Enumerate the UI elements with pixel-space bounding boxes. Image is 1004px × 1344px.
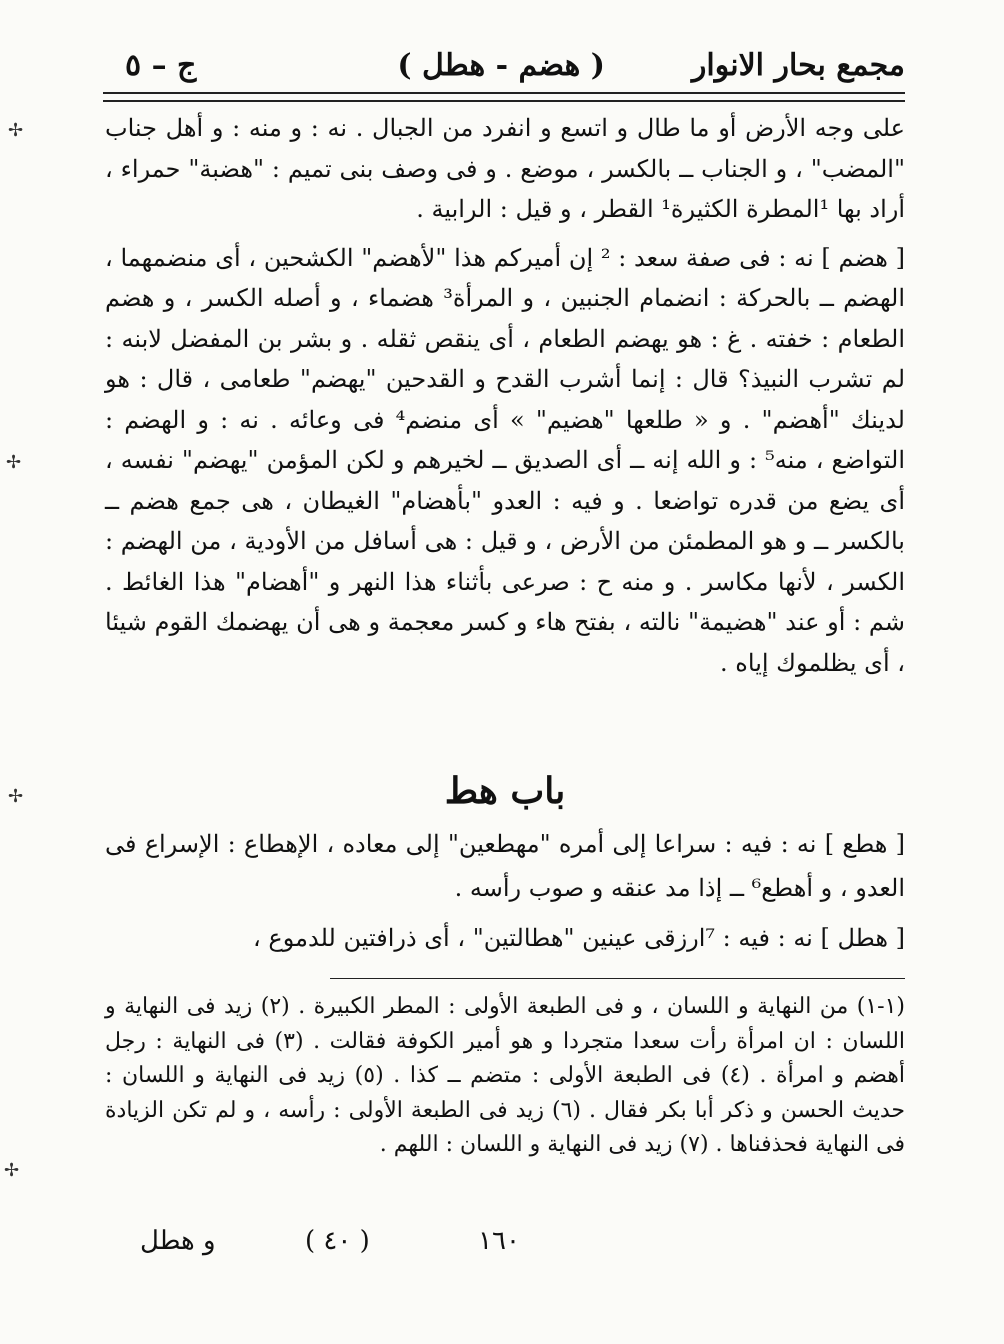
main-text-section bbox=[105, 822, 905, 966]
paragraph-hata: [ هطع ] نه : فيه : سراعا إلى أمره "مهطعين" إلى معاده ، الإهطاع : الإسراع فى العدو ، و أهطع⁶ ــ إذا مد عنقه و صوب رأسه . bbox=[105, 830, 905, 902]
margin-mark: ✢ bbox=[8, 120, 24, 141]
catchword: و هطل bbox=[140, 1226, 216, 1256]
section-heading: باب هط bbox=[444, 770, 566, 812]
header-double-rule bbox=[103, 92, 905, 102]
paragraph-hadab-continued: على وجه الأرض أو ما طال و اتسع و انفرد من الجبال . نه : و منه : و أهل جناب "المضب" ، و الجناب ــ بالكسر ، موضع . و فى وصف بنى تميم : "هضبة" حمراء ، أراد بها ¹المطرة الكثيرة¹ القطر ، و قيل : الرابية . bbox=[105, 114, 905, 223]
footnotes: (١-١) من النهاية و اللسان ، و فى الطبعة الأولى : المطر الكبيرة . (٢) زيد فى النهاية و اللسان : ان امرأة رأت سعدا متجردا و هو أمير الكوفة فقالت . (٣) فى النهاية : رجل أهضم و امرأة . (٤) فى الطبعة الأولى : متضم ــ كذا . (٥) زيد فى النهاية و اللسان : حديث الحسن و ذكر أبا بكر فقال . (٦) زيد فى الطبعة الأولى : رأسه ، و لم تكن الزيادة فى النهاية فحذفناها . (٧) زيد فى النهاية و اللسان : اللهم . bbox=[105, 994, 906, 1157]
running-header bbox=[105, 40, 905, 92]
header-book-title: مجمع بحار الانوار bbox=[691, 48, 905, 83]
margin-mark: ✢ bbox=[6, 452, 22, 473]
main-text bbox=[105, 108, 905, 691]
margin-mark: ✢ bbox=[4, 1160, 20, 1181]
paragraph-hadam: [ هضم ] نه : فى صفة سعد : ² إن أميركم هذا "لأهضم" الكشحين ، أى منضمهما ، الهضم ــ بالحركة : انضمام الجنبين ، و المرأة³ هضماء ، و أصله الكسر ، و هضم الطعام : خفته . غ : هو يهضم الطعام ، أى ينقص ثقله . و بشر بن المفضل لابنه : لم تشرب النبيذ؟ قال : إنما أشرب القدح و القدحين "يهضم" طعامى ، قال : هو لدينك "أهضم" . و « طلعها "هضيم" » أى منضم⁴ فى وعائه . نه : و الهضم : التواضع ، منه⁵ : و الله إنه ــ أى الصديق ــ لخيرهم و لكن المؤمن "يهضم" نفسه ، أى يضع من قدره تواضعا . و فيه : العدو "بأهضام" الغيطان ، هى جمع هضم ــ بالكسر ــ و هو المطمئن من الأرض ، و قيل : هى أسافل من الأودية ، من الهضم : الكسر ، لأنها مكاسر . و منه ح : صرعى بأثناء هذا النهر و "أهضام" هذا الغائط . شم : أو عند "هضيمة" نالته ، بفتح هاء و كسر معجمة و هى أن يهضمك القوم شيئا ، أى يظلموك إياه . bbox=[105, 243, 906, 677]
margin-mark: ✢ bbox=[8, 786, 24, 807]
paragraph-hatal: [ هطل ] نه : فيه : ⁷ارزقى عينين "هطالتين" ، أى ذرافتين للدموع ، bbox=[253, 924, 905, 952]
header-volume: ج – ٥ bbox=[125, 48, 197, 83]
signature-mark: ( ٤٠ ) bbox=[305, 1226, 370, 1256]
page-number: ١٦٠ bbox=[478, 1226, 520, 1256]
page-footer bbox=[105, 1226, 905, 1262]
footnote-rule bbox=[330, 978, 905, 979]
header-entry-range: ( هضم - هطل ) bbox=[397, 48, 605, 83]
